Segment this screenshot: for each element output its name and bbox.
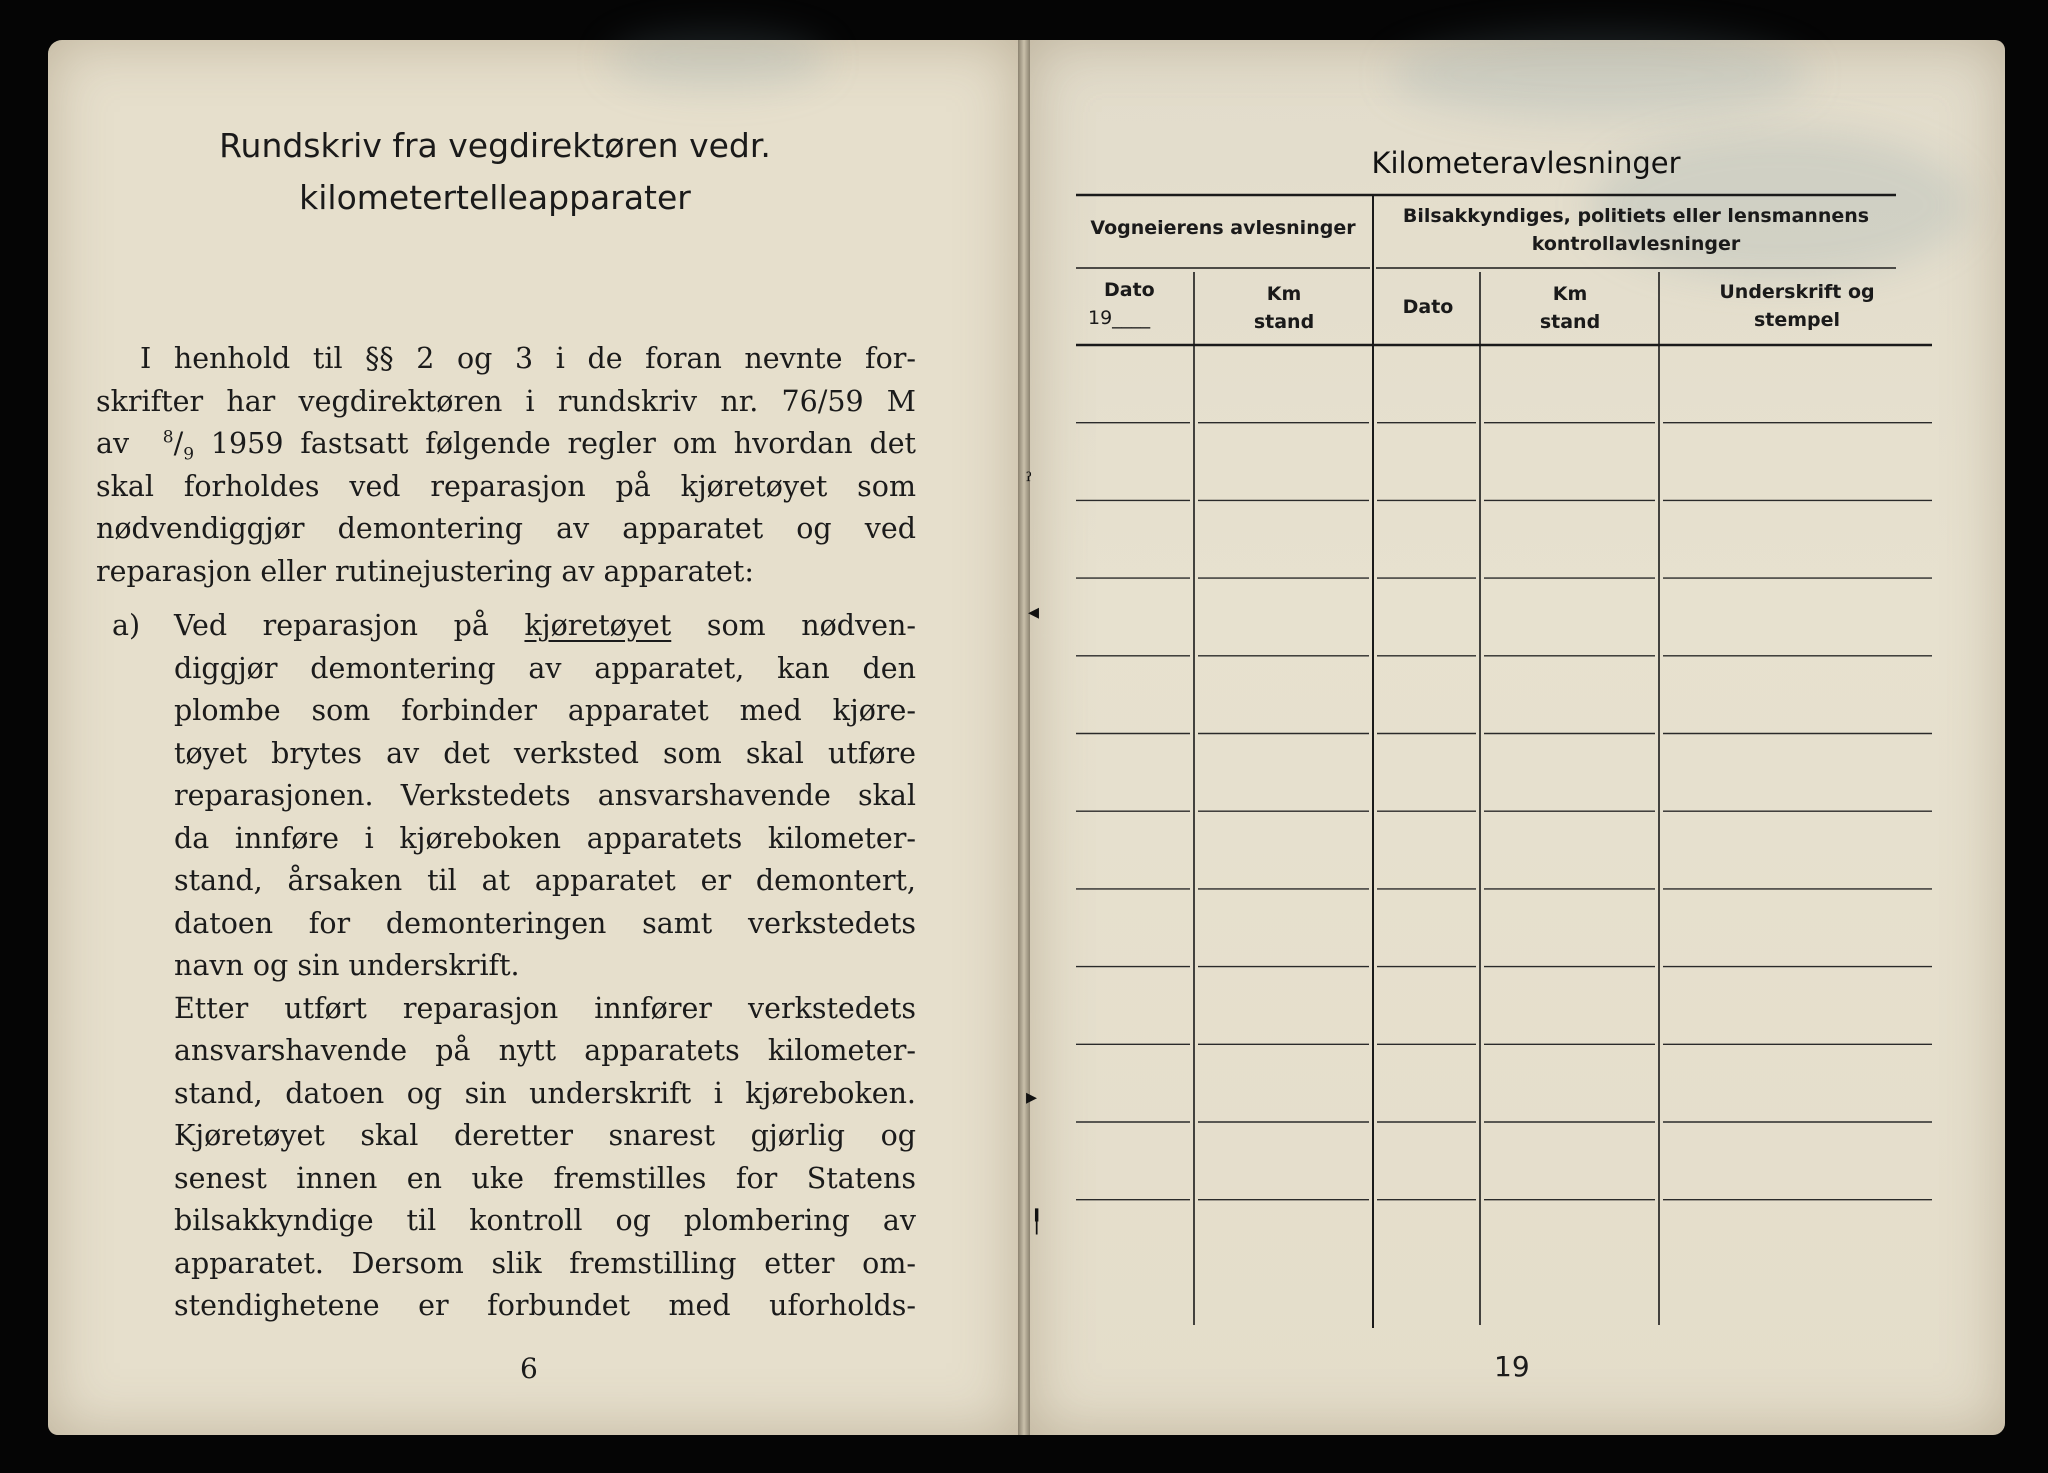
item-line: bilsakkyndige til kontroll og plombering av	[174, 1204, 916, 1237]
item-line: Kjøretøyet skal deretter snarest gjørlig og	[174, 1119, 916, 1152]
margin-mark: ◂	[1028, 600, 1040, 625]
col-underskrift	[1662, 278, 1932, 334]
col-km	[1196, 280, 1372, 336]
date-year: 1959	[210, 427, 284, 460]
header-vogneierens: Vogneierens avlesninger	[1090, 217, 1356, 239]
item-line: tøyet brytes av det verksted som skal utføre	[174, 736, 916, 770]
item-line: da innføre i kjøreboken apparatets kilometer-	[174, 821, 916, 855]
date-sup: 8	[162, 427, 174, 448]
margin-mark: ˀ	[1026, 470, 1033, 495]
header-kontroll-line1: Bilsakkyndiges, politiets eller lensmannens	[1402, 205, 1870, 227]
title-line-1: Rundskriv fra vegdirektøren vedr.	[219, 126, 771, 165]
col-dato2: Dato	[1402, 296, 1454, 318]
intro-line: fastsatt følgende regler om hvordan det	[300, 427, 917, 460]
item-line: diggjør demontering av apparatet, kan den	[174, 651, 916, 685]
list-marker: a)	[112, 609, 141, 642]
header-kontroll	[1376, 202, 1896, 258]
intro-line: reparasjon eller rutinejustering av apparatet:	[96, 554, 754, 588]
col-underskrift-label1: Underskrift og	[1719, 281, 1875, 303]
intro-line: skrifter har vegdirektøren i rundskriv nr. 76/59 M	[96, 384, 916, 418]
intro-line: nødvendiggjør demontering av apparatet og ved	[96, 512, 916, 545]
page-number-left: 6	[520, 1352, 538, 1385]
margin-mark: ╿	[1030, 1210, 1044, 1235]
col-km2-label2: stand	[1539, 311, 1601, 333]
item-line: ansvarshavende på nytt apparatets kilometer-	[174, 1034, 916, 1067]
item-line: datoen for demonteringen samt verkstedets	[174, 906, 916, 940]
item-line: plombe som forbinder apparatet med kjøre-	[174, 694, 916, 727]
col-km2-label1: Km	[1552, 283, 1588, 305]
item-first-pre: Ved reparasjon på	[174, 609, 489, 642]
item-line: navn og sin underskrift.	[174, 949, 520, 982]
underlined-word: kjøretøyet	[524, 609, 672, 642]
date-sub: 9	[183, 444, 195, 465]
item-first-post: som nødven-	[706, 609, 917, 642]
date-prefix: av	[96, 427, 130, 460]
intro-line-date: av $^8/_9$ 1959 fastsatt følgende regler om hvordan det	[96, 427, 917, 465]
col-underskrift-label2: stempel	[1753, 309, 1841, 331]
item-line: Etter utført reparasjon innfører verkstedets	[174, 991, 916, 1025]
col-dato	[1076, 276, 1192, 332]
item-line: senest innen en uke fremstilles for Statens	[174, 1161, 916, 1195]
item-line: stand, datoen og sin underskrift i kjøreboken.	[174, 1076, 916, 1110]
intro-line: skal forholdes ved reparasjon på kjøretøyet som	[96, 469, 916, 503]
col-km2	[1482, 280, 1658, 336]
table-title: Kilometeravlesninger	[1371, 146, 1681, 180]
col-km-label2: stand	[1253, 311, 1315, 333]
item-line: stendighetene er forbundet med uforholds-	[174, 1289, 916, 1322]
item-line: reparasjonen. Verkstedets ansvarshavende skal	[174, 779, 916, 812]
title-line-2: kilometertelleapparater	[299, 178, 691, 217]
item-line: apparatet. Dersom slik fremstilling etter om-	[174, 1246, 916, 1280]
item-line: stand, årsaken til at apparatet er demontert,	[174, 864, 916, 897]
header-kontroll-line2: kontrollavlesninger	[1531, 233, 1741, 255]
intro-line: I henhold til §§ 2 og 3 i de foran nevnte for-	[140, 342, 916, 375]
col-dato-year: 19____	[1088, 307, 1151, 329]
page-number-right: 19	[1494, 1350, 1530, 1383]
col-km-label1: Km	[1266, 283, 1302, 305]
margin-mark: ▸	[1026, 1085, 1038, 1110]
col-dato-label: Dato	[1104, 279, 1155, 301]
